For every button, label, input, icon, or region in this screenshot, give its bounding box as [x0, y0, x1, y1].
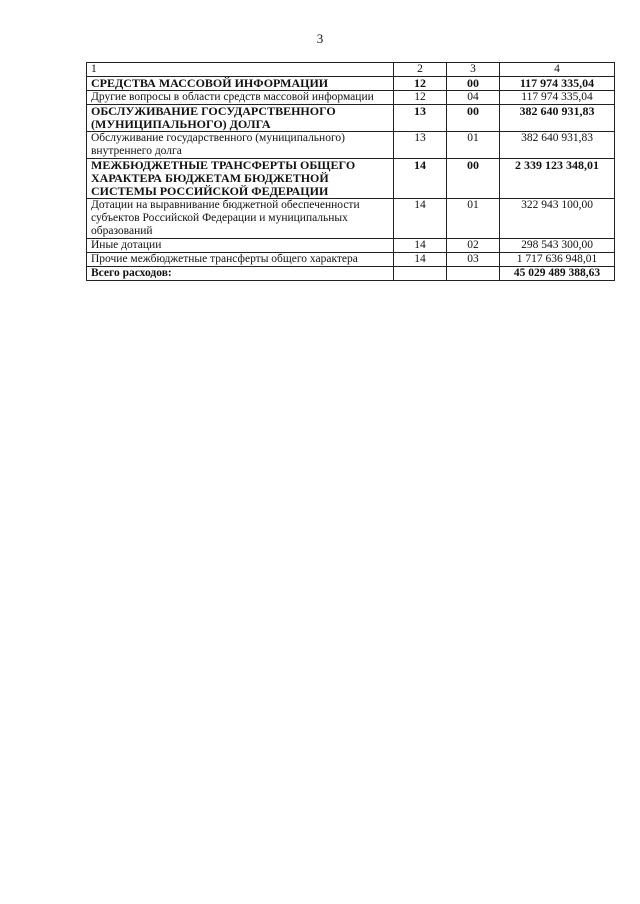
row-name: Иные дотации: [87, 239, 394, 253]
page-number: 3: [316, 31, 324, 46]
total-row: [87, 267, 615, 281]
row-amount: 298 543 300,00: [500, 239, 615, 253]
row-section: 13: [394, 132, 447, 159]
row-section: 14: [394, 159, 447, 199]
column-header-4: 4: [500, 63, 615, 77]
total-subsection-empty: [447, 267, 500, 281]
row-amount: 382 640 931,83: [500, 132, 615, 159]
row-section: 14: [394, 199, 447, 239]
table-row: [87, 159, 615, 199]
column-header-1: 1: [87, 63, 394, 77]
row-subsection: 01: [447, 132, 500, 159]
row-subsection: 02: [447, 239, 500, 253]
row-amount: 1 717 636 948,01: [500, 253, 615, 267]
row-amount: 322 943 100,00: [500, 199, 615, 239]
row-name: СРЕДСТВА МАССОВОЙ ИНФОРМАЦИИ: [87, 77, 394, 91]
row-subsection: 03: [447, 253, 500, 267]
table-row: [87, 253, 615, 267]
row-section: 12: [394, 91, 447, 105]
row-amount: 2 339 123 348,01: [500, 159, 615, 199]
total-amount: 45 029 489 388,63: [500, 267, 615, 281]
table-row: [87, 105, 615, 132]
row-section: 14: [394, 253, 447, 267]
expenditure-table: [86, 62, 615, 281]
row-name: Прочие межбюджетные трансферты общего характера: [87, 253, 394, 267]
row-name: ОБСЛУЖИВАНИЕ ГОСУДАРСТВЕННОГО (МУНИЦИПАЛЬНОГО) ДОЛГА: [87, 105, 394, 132]
row-amount: 117 974 335,04: [500, 91, 615, 105]
row-section: 13: [394, 105, 447, 132]
total-section-empty: [394, 267, 447, 281]
table-row: [87, 91, 615, 105]
row-name: Дотации на выравнивание бюджетной обеспеченности субъектов Российской Федерации и муниципальных образований: [87, 199, 394, 239]
row-name: Обслуживание государственного (муниципального) внутреннего долга: [87, 132, 394, 159]
row-subsection: 00: [447, 105, 500, 132]
row-amount: 117 974 335,04: [500, 77, 615, 91]
row-section: 12: [394, 77, 447, 91]
row-subsection: 04: [447, 91, 500, 105]
total-label: Всего расходов:: [87, 267, 394, 281]
table-row: [87, 199, 615, 239]
row-name: МЕЖБЮДЖЕТНЫЕ ТРАНСФЕРТЫ ОБЩЕГО ХАРАКТЕРА БЮДЖЕТАМ БЮДЖЕТНОЙ СИСТЕМЫ РОССИЙСКОЙ ФЕДЕРАЦИИ: [87, 159, 394, 199]
table-header-row: [87, 63, 615, 77]
column-header-3: 3: [447, 63, 500, 77]
row-subsection: 00: [447, 159, 500, 199]
table-row: [87, 77, 615, 91]
row-name: Другие вопросы в области средств массовой информации: [87, 91, 394, 105]
row-amount: 382 640 931,83: [500, 105, 615, 132]
row-subsection: 01: [447, 199, 500, 239]
table-row: [87, 239, 615, 253]
table-row: [87, 132, 615, 159]
row-section: 14: [394, 239, 447, 253]
row-subsection: 00: [447, 77, 500, 91]
column-header-2: 2: [394, 63, 447, 77]
